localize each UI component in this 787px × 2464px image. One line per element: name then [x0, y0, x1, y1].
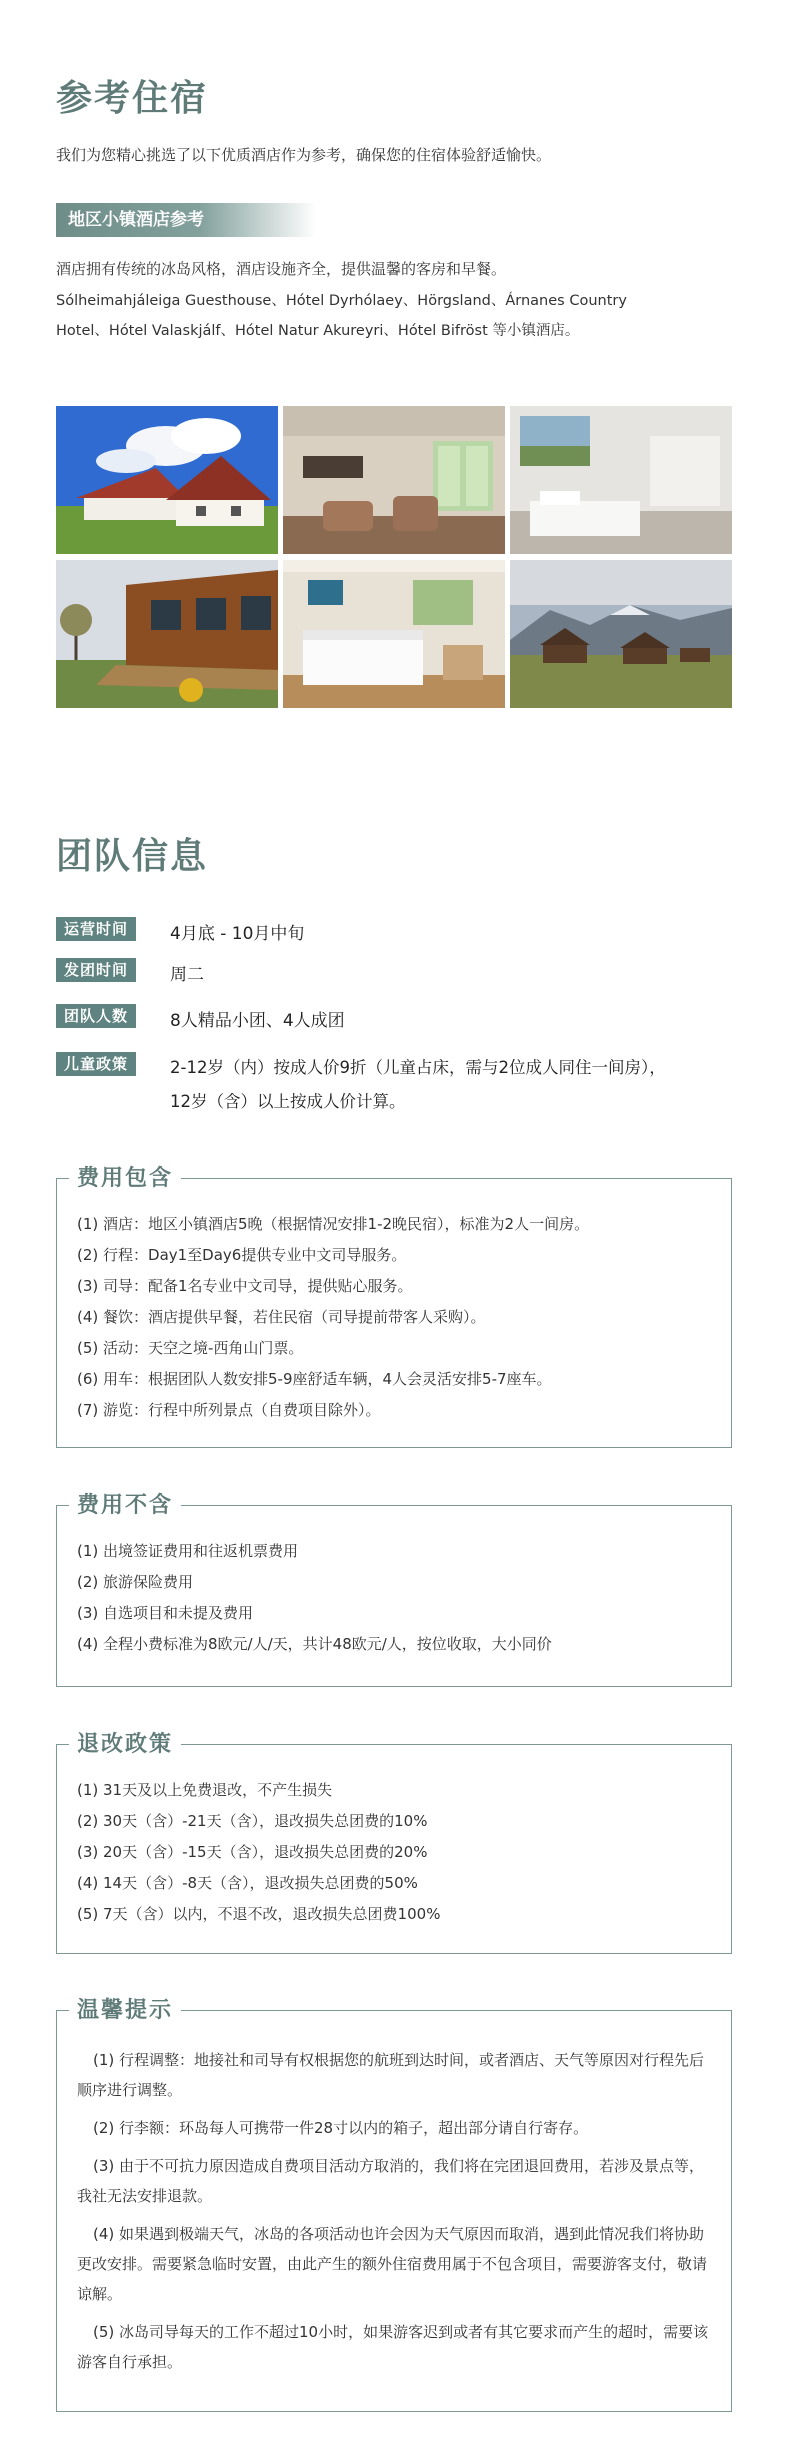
- tip-item: (4) 如果遇到极端天气，冰岛的各项活动也许会因为天气原因而取消，遇到此情况我们将协助更改安排。需要紧急临时安置，由此产生的额外住宿费用属于不包含项目，需要游客支付，敬请谅解。: [77, 2225, 708, 2303]
- refund-policy-box: [56, 1732, 732, 1954]
- excluded-title: 费用不含: [69, 1488, 181, 1519]
- included-box: [56, 1166, 732, 1448]
- tip-item: (1) 行程调整：地接社和司导有权根据您的航班到达时间，或者酒店、天气等原因对行程先后顺序进行调整。: [77, 2051, 705, 2099]
- refund-policy-title: 退改政策: [69, 1727, 181, 1758]
- photo-red-roof-house: [56, 406, 278, 554]
- refund-policy-item: (1) 31天及以上免费退改，不产生损失: [77, 1781, 333, 1799]
- excluded-item: (2) 旅游保险费用: [77, 1573, 194, 1591]
- tip-item: (3) 由于不可抗力原因造成自费项目活动方取消的，我们将在完团退回费用，若涉及景点等，我社无法安排退款。: [77, 2157, 705, 2205]
- excluded-item: (1) 出境签证费用和往返机票费用: [77, 1542, 299, 1560]
- tips-title: 温馨提示: [69, 1993, 181, 2024]
- included-title: 费用包含: [69, 1161, 181, 1192]
- photo-mountain-houses: [510, 560, 732, 708]
- refund-policy-item: (5) 7天（含）以内，不退不改，退改损失总团费100%: [77, 1905, 441, 1923]
- included-item: (6) 用车：根据团队人数安排5-9座舒适车辆，4人会灵活安排5-7座车。: [77, 1370, 552, 1388]
- included-list: [77, 1209, 717, 1426]
- excluded-box: [56, 1493, 732, 1687]
- value-child-policy-line1: 2-12岁（内）按成人价9折（儿童占床，需与2位成人同住一间房），: [170, 1058, 666, 1077]
- hotel-list-line1: Sólheimahjáleiga Guesthouse、Hótel Dyrhólaey、Hörgsland、Árnanes Country: [56, 293, 627, 309]
- refund-policy-item: (3) 20天（含）-15天（含），退改损失总团费的20%: [77, 1843, 428, 1861]
- refund-policy-list: [77, 1775, 717, 1930]
- photo-wooden-cabin-deck: [56, 560, 278, 708]
- team-info-title: 团队信息: [56, 836, 209, 877]
- included-item: (4) 餐饮：酒店提供早餐，若住民宿（司导提前带客人采购）。: [77, 1308, 486, 1326]
- included-item: (1) 酒店：地区小镇酒店5晚（根据情况安排1-2晚民宿），标准为2人一间房。: [77, 1215, 590, 1233]
- included-item: (3) 司导：配备1名专业中文司导，提供贴心服务。: [77, 1277, 413, 1295]
- label-departure-day: 发团时间: [56, 958, 136, 982]
- tip-item: (2) 行李额：环岛每人可携带一件28寸以内的箱子，超出部分请自行寄存。: [93, 2119, 589, 2137]
- value-group-size: 8人精品小团、4人成团: [170, 1011, 345, 1031]
- included-item: (7) 游览：行程中所列景点（自费项目除外）。: [77, 1401, 381, 1419]
- tips-list: [77, 2045, 717, 2385]
- value-departure-day: 周二: [170, 965, 204, 985]
- hotel-list-line2: Hotel、Hótel Valaskjálf、Hótel Natur Akureyri、Hótel Bifröst 等小镇酒店。: [56, 323, 580, 339]
- photo-lounge-interior: [283, 406, 505, 554]
- value-child-policy-line2: 12岁（含）以上按成人价计算。: [170, 1092, 406, 1111]
- included-item: (2) 行程：Day1至Day6提供专业中文司导服务。: [77, 1246, 407, 1264]
- tip-item: (5) 冰岛司导每天的工作不超过10小时，如果游客迟到或者有其它要求而产生的超时，需要该游客自行承担。: [77, 2323, 709, 2371]
- hotel-description: 酒店拥有传统的冰岛风格，酒店设施齐全，提供温馨的客房和早餐。: [56, 260, 507, 278]
- label-group-size: 团队人数: [56, 1004, 136, 1028]
- accommodation-intro: 我们为您精心挑选了以下优质酒店作为参考，确保您的住宿体验舒适愉快。: [56, 146, 552, 164]
- excluded-item: (4) 全程小费标准为8欧元/人/天，共计48欧元/人，按位收取，大小同价: [77, 1635, 552, 1653]
- refund-policy-item: (4) 14天（含）-8天（含），退改损失总团费的50%: [77, 1874, 418, 1892]
- excluded-item: (3) 自选项目和未提及费用: [77, 1604, 254, 1622]
- value-operation-period: 4月底 - 10月中旬: [170, 924, 305, 944]
- photo-bedroom-window: [510, 406, 732, 554]
- accommodation-title: 参考住宿: [56, 78, 209, 119]
- tips-box: [56, 1998, 732, 2412]
- photo-twin-bed-room: [283, 560, 505, 708]
- excluded-list: [77, 1536, 717, 1660]
- hotel-section-tag: 地区小镇酒店参考: [56, 203, 316, 237]
- refund-policy-item: (2) 30天（含）-21天（含），退改损失总团费的10%: [77, 1812, 428, 1830]
- included-item: (5) 活动：天空之境-西角山门票。: [77, 1339, 304, 1357]
- label-operation-period: 运营时间: [56, 917, 136, 941]
- label-child-policy: 儿童政策: [56, 1052, 136, 1076]
